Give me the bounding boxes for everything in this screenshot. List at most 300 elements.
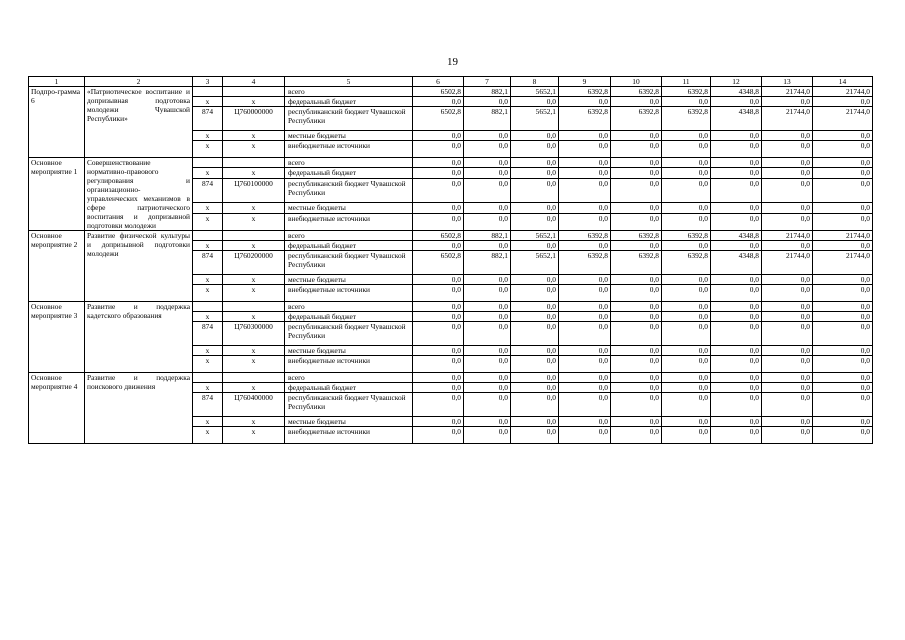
budget-code-cell [223,158,285,168]
value-cell: 0,0 [559,275,611,285]
column-number: 6 [413,77,464,87]
table-row [29,158,873,168]
table-row [29,373,873,383]
column-number: 8 [511,77,559,87]
value-cell: 0,0 [511,383,559,393]
value-cell: 0,0 [559,417,611,427]
value-cell: 6392,8 [559,107,611,131]
value-cell: 0,0 [762,285,813,302]
value-cell: 0,0 [711,158,762,168]
value-cell: 0,0 [762,383,813,393]
budget-code-cell: х [223,285,285,302]
value-cell: 0,0 [413,131,464,141]
value-cell: 0,0 [662,373,711,383]
value-cell: 0,0 [813,168,873,178]
value-cell: 0,0 [662,393,711,417]
value-cell: 0,0 [662,302,711,312]
value-cell: 0,0 [413,168,464,178]
value-cell: 0,0 [813,141,873,158]
value-cell: 0,0 [511,285,559,302]
value-cell: 0,0 [413,275,464,285]
grbs-cell: х [193,131,223,141]
value-cell: 0,0 [711,346,762,356]
value-cell: 0,0 [559,141,611,158]
value-cell: 0,0 [413,97,464,107]
value-cell: 0,0 [662,168,711,178]
budget-code-cell: х [223,168,285,178]
status-cell: Подпро-грамма 6 [29,87,85,158]
value-cell: 0,0 [662,427,711,444]
column-number: 12 [711,77,762,87]
value-cell: 0,0 [762,302,813,312]
value-cell: 0,0 [611,393,662,417]
value-cell: 5652,1 [511,231,559,241]
budget-table [28,76,873,444]
funding-source-cell: внебюджетные источники [285,427,413,444]
budget-code-cell [223,373,285,383]
value-cell: 0,0 [711,141,762,158]
value-cell: 0,0 [711,97,762,107]
table-row [29,231,873,241]
value-cell: 0,0 [813,158,873,168]
value-cell: 0,0 [464,373,511,383]
value-cell: 0,0 [762,178,813,203]
value-cell: 0,0 [559,383,611,393]
value-cell: 0,0 [762,356,813,373]
grbs-cell: х [193,427,223,444]
value-cell: 0,0 [762,141,813,158]
value-cell: 0,0 [611,213,662,230]
value-cell: 0,0 [413,427,464,444]
value-cell: 0,0 [559,312,611,322]
value-cell: 0,0 [711,373,762,383]
value-cell: 0,0 [611,97,662,107]
funding-source-cell: федеральный бюджет [285,383,413,393]
value-cell: 0,0 [762,131,813,141]
value-cell: 0,0 [813,322,873,346]
budget-code-cell: х [223,97,285,107]
column-number: 3 [193,77,223,87]
value-cell: 0,0 [711,427,762,444]
value-cell: 0,0 [413,346,464,356]
value-cell: 0,0 [511,312,559,322]
status-cell: Основное мероприятие 1 [29,158,85,231]
budget-code-cell: х [223,275,285,285]
value-cell: 21744,0 [762,231,813,241]
value-cell: 5652,1 [511,107,559,131]
value-cell: 0,0 [464,141,511,158]
value-cell: 0,0 [511,97,559,107]
budget-code-cell: Ц760200000 [223,251,285,275]
value-cell: 0,0 [762,97,813,107]
value-cell: 0,0 [762,427,813,444]
grbs-cell [193,87,223,97]
budget-code-cell: х [223,241,285,251]
value-cell: 0,0 [762,213,813,230]
value-cell: 0,0 [511,275,559,285]
program-name-cell: Развитие и поддержка поискового движения [85,373,193,444]
value-cell: 4348,8 [711,231,762,241]
value-cell: 4348,8 [711,251,762,275]
value-cell: 4348,8 [711,87,762,97]
funding-source-cell: местные бюджеты [285,203,413,213]
value-cell: 0,0 [762,241,813,251]
value-cell: 0,0 [511,203,559,213]
value-cell: 0,0 [559,97,611,107]
value-cell: 0,0 [511,168,559,178]
value-cell: 0,0 [559,203,611,213]
budget-code-cell: х [223,203,285,213]
value-cell: 0,0 [813,203,873,213]
value-cell: 6392,8 [559,87,611,97]
value-cell: 0,0 [662,312,711,322]
value-cell: 6392,8 [662,87,711,97]
value-cell: 0,0 [464,427,511,444]
value-cell: 0,0 [511,158,559,168]
value-cell: 0,0 [413,312,464,322]
value-cell: 0,0 [611,241,662,251]
value-cell: 0,0 [464,312,511,322]
value-cell: 0,0 [762,168,813,178]
grbs-cell: 874 [193,393,223,417]
value-cell: 0,0 [611,131,662,141]
value-cell: 0,0 [559,131,611,141]
grbs-cell: х [193,383,223,393]
value-cell: 0,0 [662,275,711,285]
value-cell: 6392,8 [662,107,711,131]
value-cell: 0,0 [662,417,711,427]
funding-source-cell: внебюджетные источники [285,141,413,158]
value-cell: 0,0 [464,131,511,141]
value-cell: 0,0 [762,322,813,346]
value-cell: 0,0 [511,417,559,427]
value-cell: 21744,0 [813,231,873,241]
value-cell: 0,0 [464,97,511,107]
budget-code-cell: Ц760300000 [223,322,285,346]
value-cell: 0,0 [464,356,511,373]
value-cell: 0,0 [762,346,813,356]
value-cell: 0,0 [762,312,813,322]
value-cell: 0,0 [611,417,662,427]
budget-code-cell [223,231,285,241]
value-cell: 5652,1 [511,251,559,275]
value-cell: 0,0 [711,356,762,373]
value-cell: 0,0 [813,97,873,107]
value-cell: 0,0 [464,213,511,230]
table-row [29,302,873,312]
value-cell: 0,0 [464,275,511,285]
value-cell: 0,0 [711,241,762,251]
value-cell: 0,0 [464,241,511,251]
budget-code-cell: х [223,131,285,141]
value-cell: 0,0 [611,427,662,444]
value-cell: 0,0 [813,417,873,427]
value-cell: 0,0 [711,417,762,427]
value-cell: 0,0 [464,302,511,312]
value-cell: 0,0 [464,178,511,203]
funding-source-cell: республиканский бюджет Чувашской Республики [285,393,413,417]
status-cell: Основное мероприятие 4 [29,373,85,444]
value-cell: 0,0 [813,427,873,444]
column-number: 11 [662,77,711,87]
funding-source-cell: республиканский бюджет Чувашской Республики [285,251,413,275]
value-cell: 0,0 [813,383,873,393]
funding-source-cell: внебюджетные источники [285,356,413,373]
value-cell: 0,0 [711,312,762,322]
value-cell: 0,0 [662,356,711,373]
funding-source-cell: внебюджетные источники [285,285,413,302]
value-cell: 0,0 [511,393,559,417]
value-cell: 0,0 [413,158,464,168]
value-cell: 0,0 [711,178,762,203]
value-cell: 882,1 [464,87,511,97]
value-cell: 0,0 [711,322,762,346]
value-cell: 0,0 [413,178,464,203]
value-cell: 0,0 [511,427,559,444]
budget-code-cell: х [223,417,285,427]
column-number: 13 [762,77,813,87]
program-name-cell: «Патриотическое воспитание и допризывная подготовка молодежи Чувашской Республики» [85,87,193,158]
grbs-cell: х [193,241,223,251]
value-cell: 6392,8 [662,231,711,241]
funding-source-cell: местные бюджеты [285,417,413,427]
value-cell: 0,0 [711,168,762,178]
value-cell: 0,0 [413,203,464,213]
value-cell: 0,0 [662,213,711,230]
value-cell: 0,0 [413,141,464,158]
budget-code-cell [223,87,285,97]
value-cell: 21744,0 [762,251,813,275]
value-cell: 6502,8 [413,231,464,241]
value-cell: 0,0 [413,373,464,383]
column-number: 4 [223,77,285,87]
funding-source-cell: федеральный бюджет [285,241,413,251]
budget-code-cell: Ц760400000 [223,393,285,417]
value-cell: 0,0 [413,302,464,312]
value-cell: 0,0 [413,213,464,230]
value-cell: 0,0 [813,241,873,251]
value-cell: 6502,8 [413,87,464,97]
funding-source-cell: местные бюджеты [285,275,413,285]
value-cell: 0,0 [611,383,662,393]
budget-code-cell: х [223,356,285,373]
value-cell: 6392,8 [662,251,711,275]
value-cell: 0,0 [611,373,662,383]
program-name-cell: Совершенствование нормативно-правового регулирования и организационно-управленческих механизмов в сфере патриотического воспитания и допризывной подготовки молодежи [85,158,193,231]
value-cell: 21744,0 [762,87,813,97]
grbs-cell [193,231,223,241]
budget-code-cell: х [223,383,285,393]
value-cell: 0,0 [413,241,464,251]
funding-source-cell: местные бюджеты [285,131,413,141]
grbs-cell: х [193,346,223,356]
value-cell: 0,0 [611,312,662,322]
grbs-cell: х [193,356,223,373]
grbs-cell: 874 [193,322,223,346]
budget-code-cell: х [223,346,285,356]
value-cell: 0,0 [511,302,559,312]
column-number: 2 [85,77,193,87]
value-cell: 6392,8 [611,87,662,97]
grbs-cell: х [193,168,223,178]
value-cell: 0,0 [711,131,762,141]
value-cell: 0,0 [511,346,559,356]
value-cell: 21744,0 [762,107,813,131]
value-cell: 0,0 [464,168,511,178]
value-cell: 0,0 [662,141,711,158]
value-cell: 0,0 [813,373,873,383]
value-cell: 6392,8 [559,231,611,241]
value-cell: 0,0 [662,178,711,203]
value-cell: 0,0 [813,302,873,312]
value-cell: 0,0 [511,373,559,383]
funding-source-cell: республиканский бюджет Чувашской Республики [285,322,413,346]
value-cell: 0,0 [559,158,611,168]
budget-code-cell: Ц760000000 [223,107,285,131]
value-cell: 0,0 [611,322,662,346]
value-cell: 0,0 [511,178,559,203]
value-cell: 0,0 [559,393,611,417]
value-cell: 0,0 [511,213,559,230]
grbs-cell [193,302,223,312]
value-cell: 0,0 [511,241,559,251]
value-cell: 0,0 [662,203,711,213]
budget-code-cell: х [223,427,285,444]
value-cell: 0,0 [464,417,511,427]
value-cell: 0,0 [611,141,662,158]
value-cell: 0,0 [611,168,662,178]
column-number: 5 [285,77,413,87]
column-number: 10 [611,77,662,87]
value-cell: 882,1 [464,251,511,275]
value-cell: 0,0 [559,213,611,230]
value-cell: 0,0 [559,168,611,178]
funding-source-cell: всего [285,231,413,241]
value-cell: 882,1 [464,107,511,131]
value-cell: 0,0 [711,393,762,417]
value-cell: 0,0 [662,158,711,168]
value-cell: 0,0 [662,346,711,356]
value-cell: 0,0 [611,203,662,213]
funding-source-cell: республиканский бюджет Чувашской Республики [285,178,413,203]
value-cell: 0,0 [813,275,873,285]
value-cell: 0,0 [511,322,559,346]
value-cell: 0,0 [813,285,873,302]
value-cell: 0,0 [559,178,611,203]
status-cell: Основное мероприятие 3 [29,302,85,373]
value-cell: 0,0 [711,302,762,312]
budget-code-cell: х [223,141,285,158]
column-number-row [29,77,873,87]
value-cell: 0,0 [813,312,873,322]
value-cell: 0,0 [413,356,464,373]
grbs-cell: 874 [193,107,223,131]
grbs-cell: 874 [193,251,223,275]
value-cell: 0,0 [662,241,711,251]
value-cell: 0,0 [464,346,511,356]
value-cell: 0,0 [662,322,711,346]
value-cell: 0,0 [762,417,813,427]
value-cell: 0,0 [611,302,662,312]
funding-source-cell: федеральный бюджет [285,312,413,322]
value-cell: 0,0 [413,417,464,427]
budget-code-cell: х [223,213,285,230]
value-cell: 0,0 [711,213,762,230]
value-cell: 0,0 [611,275,662,285]
value-cell: 6502,8 [413,107,464,131]
value-cell: 0,0 [464,322,511,346]
value-cell: 0,0 [559,356,611,373]
value-cell: 0,0 [813,213,873,230]
value-cell: 0,0 [511,356,559,373]
grbs-cell: х [193,141,223,158]
value-cell: 6392,8 [559,251,611,275]
grbs-cell [193,373,223,383]
value-cell: 0,0 [611,356,662,373]
funding-source-cell: всего [285,158,413,168]
value-cell: 0,0 [711,285,762,302]
value-cell: 0,0 [464,285,511,302]
value-cell: 4348,8 [711,107,762,131]
value-cell: 6392,8 [611,231,662,241]
value-cell: 0,0 [559,346,611,356]
value-cell: 0,0 [413,393,464,417]
value-cell: 0,0 [711,383,762,393]
value-cell: 0,0 [511,131,559,141]
column-number: 9 [559,77,611,87]
value-cell: 0,0 [413,322,464,346]
column-number: 1 [29,77,85,87]
funding-source-cell: всего [285,302,413,312]
value-cell: 6502,8 [413,251,464,275]
value-cell: 21744,0 [813,251,873,275]
value-cell: 21744,0 [813,87,873,97]
grbs-cell [193,158,223,168]
grbs-cell: х [193,285,223,302]
value-cell: 21744,0 [813,107,873,131]
page-number: 19 [447,56,458,68]
grbs-cell: х [193,417,223,427]
value-cell: 6392,8 [611,251,662,275]
value-cell: 0,0 [413,383,464,393]
value-cell: 0,0 [413,285,464,302]
column-number: 14 [813,77,873,87]
funding-source-cell: внебюджетные источники [285,213,413,230]
value-cell: 0,0 [711,275,762,285]
value-cell: 0,0 [511,141,559,158]
grbs-cell: 874 [193,178,223,203]
table-row [29,87,873,97]
funding-source-cell: всего [285,373,413,383]
value-cell: 0,0 [464,203,511,213]
funding-source-cell: всего [285,87,413,97]
value-cell: 0,0 [611,158,662,168]
program-name-cell: Развитие физической культуры и допризывной подготовки молодежи [85,231,193,302]
value-cell: 0,0 [813,393,873,417]
value-cell: 0,0 [813,356,873,373]
funding-source-cell: республиканский бюджет Чувашской Республики [285,107,413,131]
value-cell: 0,0 [662,383,711,393]
value-cell: 0,0 [762,393,813,417]
value-cell: 0,0 [813,178,873,203]
value-cell: 0,0 [662,131,711,141]
value-cell: 0,0 [464,158,511,168]
value-cell: 0,0 [464,383,511,393]
value-cell: 0,0 [611,346,662,356]
value-cell: 0,0 [762,158,813,168]
grbs-cell: х [193,312,223,322]
grbs-cell: х [193,97,223,107]
